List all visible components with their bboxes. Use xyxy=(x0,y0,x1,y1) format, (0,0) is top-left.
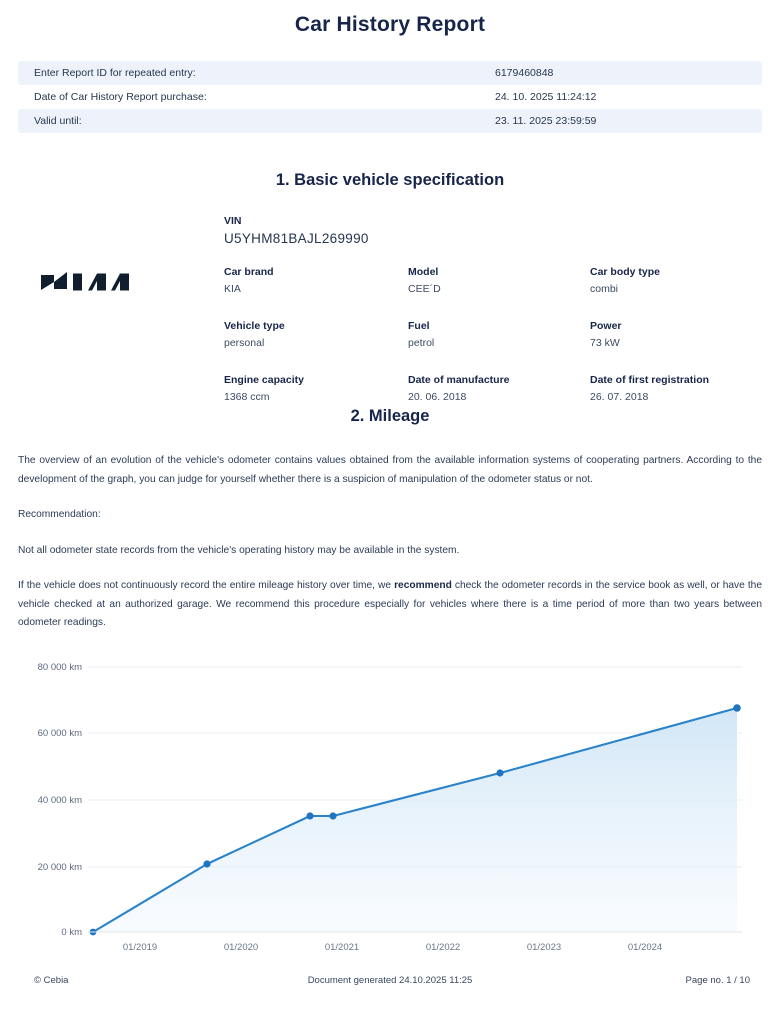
spec-label: Date of manufacture xyxy=(408,374,510,386)
spec-value: petrol xyxy=(408,337,435,349)
spec-value: 73 kW xyxy=(590,337,620,349)
vin-value: U5YHM81BAJL269990 xyxy=(224,231,369,246)
mileage-intro-paragraph: The overview of an evolution of the vehicle's odometer contains values obtained from the available information systems of cooperating partners. According to the development of the graph, you can judge for yourself whether there is a suspicion of manipulation of the odometer status or not. xyxy=(18,455,762,485)
spec-label: Date of first registration xyxy=(590,374,710,386)
footer-generated: Document generated 24.10.2025 11:25 xyxy=(307,975,473,986)
spec-label: Engine capacity xyxy=(224,374,304,386)
data-point xyxy=(329,812,336,819)
recommendation-note: Not all odometer state records from the vehicle's operating history may be available in the system. xyxy=(18,544,460,556)
spec-value: CEE´D xyxy=(408,283,441,295)
section-1-heading: 1. Basic vehicle specification xyxy=(275,171,505,189)
x-tick-2021: 01/2021 xyxy=(324,941,360,953)
table-row xyxy=(18,85,762,109)
spec-grid xyxy=(224,265,764,405)
spec-label: Car body type xyxy=(590,266,661,278)
y-tick-40000: 40 000 km xyxy=(37,794,82,806)
spec-car-brand xyxy=(224,265,408,297)
spec-value: KIA xyxy=(224,283,241,295)
report-info-table xyxy=(18,61,762,133)
vin-label: VIN xyxy=(224,215,242,227)
footer-copyright: © Cebia xyxy=(34,975,69,986)
spec-label: Fuel xyxy=(408,320,430,332)
chart-x-axis-labels xyxy=(123,942,662,953)
spec-label: Vehicle type xyxy=(224,320,285,332)
advice-text-part2: check the odometer records in the service book as well, or have the vehicle checked at an authorized garage. We recommend this procedure especially for vehicles where there is a time period of more than two years between odometer readings. xyxy=(18,580,763,628)
spec-power xyxy=(590,319,764,351)
info-value: 6179460848 xyxy=(495,67,554,79)
spec-value: combi xyxy=(590,283,619,295)
x-tick-2020: 01/2020 xyxy=(223,941,259,953)
y-tick-0: 0 km xyxy=(61,926,82,938)
info-value: 23. 11. 2025 23:59:59 xyxy=(495,115,597,127)
vehicle-specification-block xyxy=(0,214,780,403)
spec-date-of-first-registration xyxy=(590,373,764,405)
data-point xyxy=(733,704,741,712)
spec-value: 26. 07. 2018 xyxy=(590,391,649,403)
kia-logo-icon xyxy=(36,265,156,299)
page-footer xyxy=(0,975,780,993)
data-point xyxy=(496,769,503,776)
data-point xyxy=(203,860,210,867)
footer-page-number: Page no. 1 / 10 xyxy=(685,975,750,986)
table-row xyxy=(18,109,762,133)
recommendation-label: Recommendation: xyxy=(18,509,101,520)
x-tick-2022: 01/2022 xyxy=(425,941,461,953)
advice-text-bold: recommend xyxy=(394,580,452,591)
info-label: Enter Report ID for repeated entry: xyxy=(34,67,196,79)
y-tick-20000: 20 000 km xyxy=(37,861,82,873)
data-point xyxy=(306,812,313,819)
spec-label: Power xyxy=(590,320,622,332)
recommendation-advice xyxy=(18,577,762,633)
chart-area-fill xyxy=(93,708,737,932)
spec-label: Model xyxy=(408,266,439,278)
advice-text-part1: If the vehicle does not continuously record the entire mileage history over time, we xyxy=(18,580,395,591)
spec-value: 1368 ccm xyxy=(224,391,270,403)
page-title: Car History Report xyxy=(294,13,486,36)
table-row xyxy=(18,61,762,85)
x-tick-2024: 01/2024 xyxy=(627,941,663,953)
chart-y-axis-labels xyxy=(38,662,82,938)
spec-car-body-type xyxy=(590,265,764,297)
spec-date-of-manufacture xyxy=(408,373,590,405)
spec-fuel xyxy=(408,319,590,351)
spec-value: 20. 06. 2018 xyxy=(408,391,467,403)
vin-block xyxy=(224,214,369,249)
spec-model xyxy=(408,265,590,297)
section-2-heading: 2. Mileage xyxy=(350,407,430,425)
mileage-chart xyxy=(0,651,780,961)
x-tick-2019: 01/2019 xyxy=(122,941,158,953)
spec-engine-capacity xyxy=(224,373,408,405)
spec-vehicle-type xyxy=(224,319,408,351)
y-tick-80000: 80 000 km xyxy=(37,661,82,673)
mileage-chart-svg xyxy=(0,651,780,961)
spec-label: Car brand xyxy=(224,266,274,278)
x-tick-2023: 01/2023 xyxy=(526,941,562,953)
info-label: Valid until: xyxy=(34,115,82,127)
info-value: 24. 10. 2025 11:24:12 xyxy=(495,91,597,103)
spec-value: personal xyxy=(224,337,265,349)
info-label: Date of Car History Report purchase: xyxy=(34,91,207,103)
y-tick-60000: 60 000 km xyxy=(37,727,82,739)
